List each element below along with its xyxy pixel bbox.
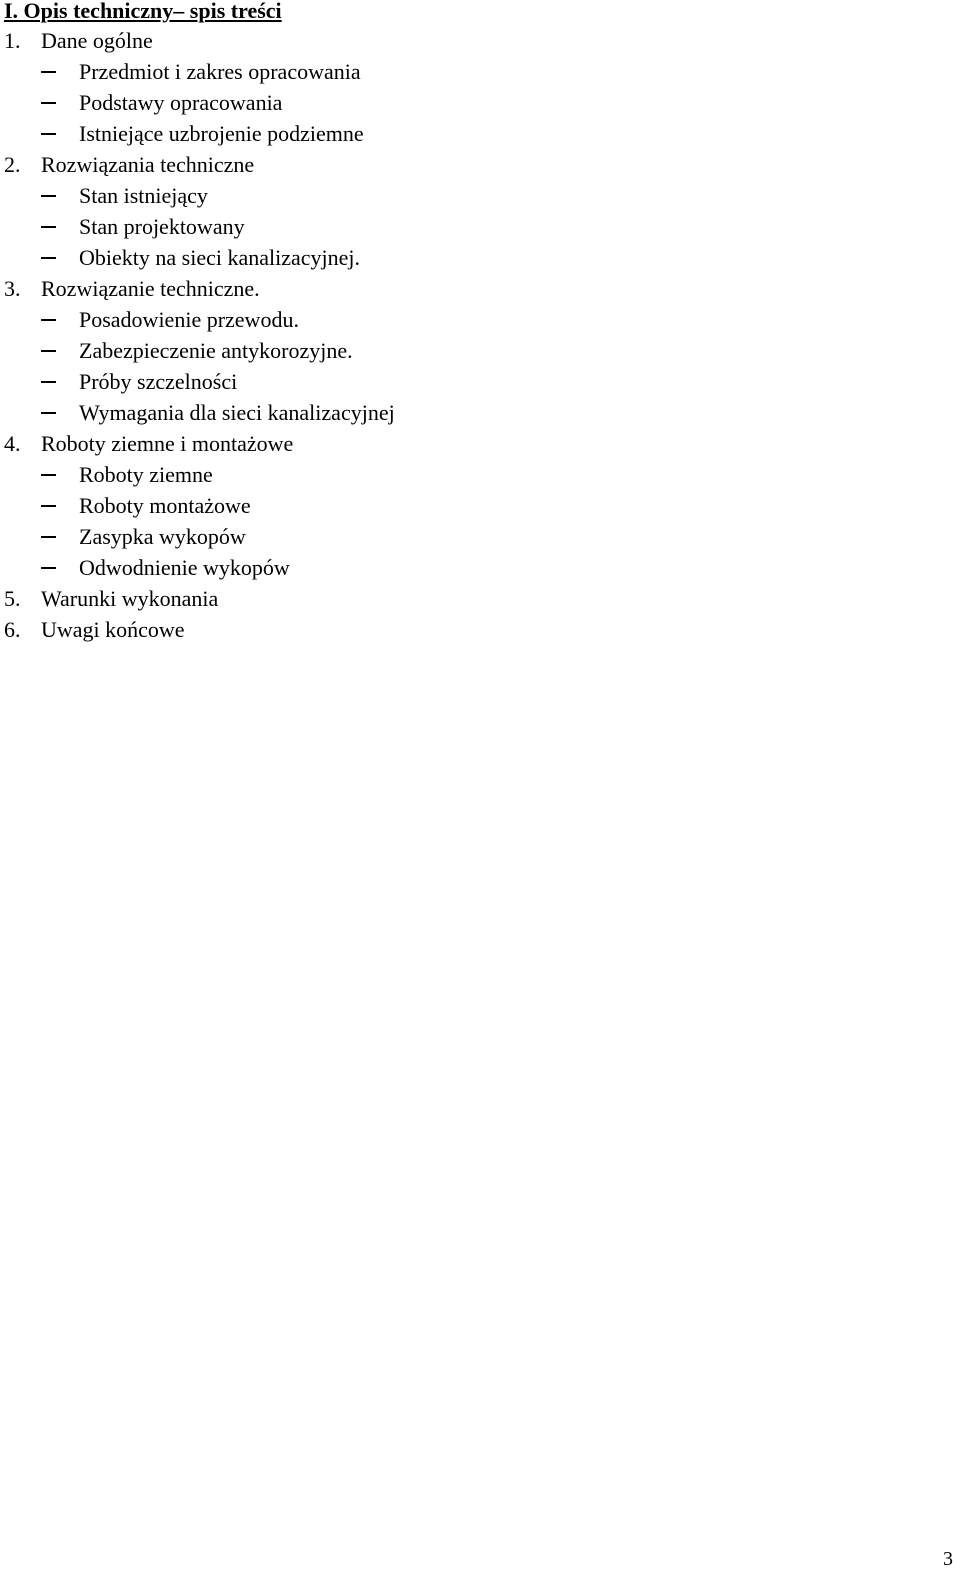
- toc-section: [0, 428, 960, 459]
- dash-bullet-icon: [41, 350, 56, 352]
- dash-bullet-icon: [41, 133, 56, 135]
- toc-subitem: [0, 521, 960, 552]
- subitem-label: Roboty ziemne: [79, 462, 213, 487]
- page-number: 3: [943, 1548, 953, 1570]
- subitem-label: Zasypka wykopów: [79, 524, 246, 549]
- section-number: 5.: [4, 586, 21, 611]
- dash-bullet-icon: [41, 195, 56, 197]
- toc-subitem: [0, 459, 960, 490]
- dash-bullet-icon: [41, 319, 56, 321]
- dash-bullet-icon: [41, 71, 56, 73]
- toc-subitem: [0, 118, 960, 149]
- section-label: Warunki wykonania: [41, 586, 219, 611]
- subitem-label: Stan projektowany: [79, 214, 245, 239]
- dash-bullet-icon: [41, 257, 56, 259]
- subitem-label: Obiekty na sieci kanalizacyjnej.: [79, 245, 360, 270]
- toc-subitem: [0, 552, 960, 583]
- section-label: Roboty ziemne i montażowe: [41, 431, 294, 456]
- toc-subitem: [0, 366, 960, 397]
- dash-bullet-icon: [41, 102, 56, 104]
- dash-bullet-icon: [41, 567, 56, 569]
- toc-subitem: [0, 335, 960, 366]
- section-number: 4.: [4, 431, 21, 456]
- subitem-label: Przedmiot i zakres opracowania: [79, 59, 361, 84]
- toc-subitem: [0, 397, 960, 428]
- subitem-label: Zabezpieczenie antykorozyjne.: [79, 338, 353, 363]
- toc-section: [0, 614, 960, 645]
- toc-subitem: [0, 180, 960, 211]
- subitem-label: Istniejące uzbrojenie podziemne: [79, 121, 364, 146]
- toc-subitem: [0, 56, 960, 87]
- subitem-label: Posadowienie przewodu.: [79, 307, 299, 332]
- toc-subitem: [0, 211, 960, 242]
- subitem-label: Wymagania dla sieci kanalizacyjnej: [79, 400, 395, 425]
- toc-subitem: [0, 490, 960, 521]
- toc-subitem: [0, 87, 960, 118]
- toc-subitem: [0, 304, 960, 335]
- section-number: 1.: [4, 28, 21, 53]
- toc-subitem: [0, 242, 960, 273]
- dash-bullet-icon: [41, 381, 56, 383]
- subitem-label: Podstawy opracowania: [79, 90, 283, 115]
- section-label: Dane ogólne: [41, 28, 153, 53]
- section-label: Rozwiązanie techniczne.: [41, 276, 260, 301]
- toc-section: [0, 149, 960, 180]
- section-number: 2.: [4, 152, 21, 177]
- dash-bullet-icon: [41, 505, 56, 507]
- section-label: Uwagi końcowe: [41, 617, 185, 642]
- subitem-label: Roboty montażowe: [79, 493, 251, 518]
- section-label: Rozwiązania techniczne: [41, 152, 255, 177]
- toc-section: [0, 25, 960, 56]
- dash-bullet-icon: [41, 536, 56, 538]
- toc-section: [0, 273, 960, 304]
- dash-bullet-icon: [41, 226, 56, 228]
- dash-bullet-icon: [41, 474, 56, 476]
- section-number: 3.: [4, 276, 21, 301]
- toc-section: [0, 583, 960, 614]
- subitem-label: Odwodnienie wykopów: [79, 555, 290, 580]
- section-number: 6.: [4, 617, 21, 642]
- page-title: I. Opis techniczny– spis treści: [4, 0, 282, 23]
- subitem-label: Stan istniejący: [79, 183, 208, 208]
- dash-bullet-icon: [41, 412, 56, 414]
- subitem-label: Próby szczelności: [79, 369, 238, 394]
- table-of-contents: [0, 25, 960, 645]
